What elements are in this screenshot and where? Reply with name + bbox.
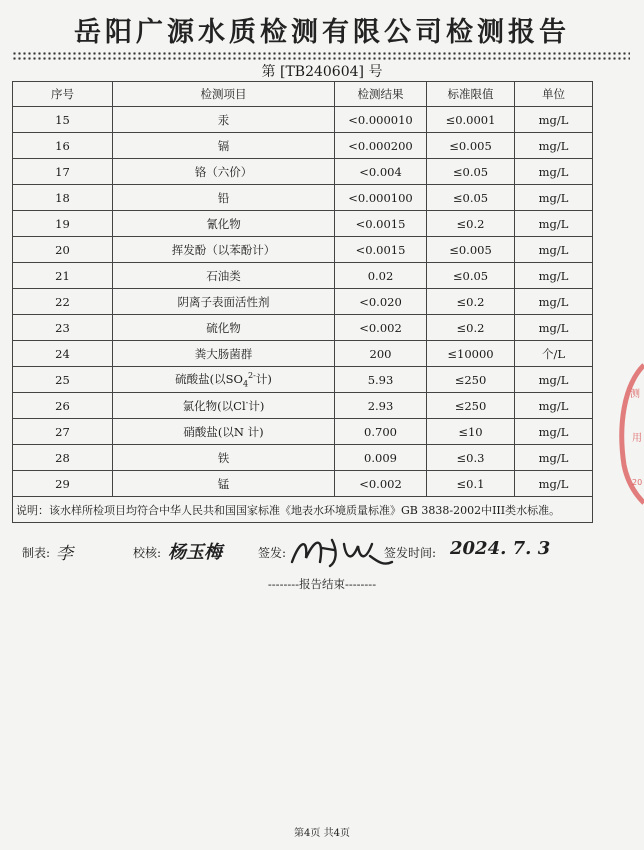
row-limit: ≤0.3 bbox=[427, 445, 515, 471]
row-item: 铬（六价） bbox=[113, 159, 335, 185]
issue-date-label: 签发时间: bbox=[384, 546, 437, 560]
title-divider-dots-2 bbox=[12, 57, 630, 60]
issued-signature-scrawl bbox=[286, 532, 396, 574]
table-row bbox=[13, 393, 593, 419]
signature-row bbox=[22, 538, 622, 578]
row-result: 0.02 bbox=[335, 263, 427, 289]
table-row bbox=[13, 211, 593, 237]
row-item: 铅 bbox=[113, 185, 335, 211]
row-unit: mg/L bbox=[515, 159, 593, 185]
table-row bbox=[13, 133, 593, 159]
row-item: 挥发酚（以苯酚计） bbox=[113, 237, 335, 263]
checked-signature: 杨玉梅 bbox=[168, 542, 222, 563]
row-unit: mg/L bbox=[515, 367, 593, 393]
row-limit: ≤0.2 bbox=[427, 315, 515, 341]
row-number: 15 bbox=[13, 107, 113, 133]
row-limit: ≤0.2 bbox=[427, 211, 515, 237]
row-result: 0.700 bbox=[335, 419, 427, 445]
note-row bbox=[13, 497, 593, 523]
col-header-item: 检测项目 bbox=[113, 82, 335, 107]
row-limit: ≤0.0001 bbox=[427, 107, 515, 133]
issue-date: 2024. 7. 3 bbox=[450, 538, 551, 559]
row-number: 18 bbox=[13, 185, 113, 211]
row-result: <0.020 bbox=[335, 289, 427, 315]
row-unit: mg/L bbox=[515, 263, 593, 289]
row-number: 23 bbox=[13, 315, 113, 341]
row-item: 阴离子表面活性剂 bbox=[113, 289, 335, 315]
table-row bbox=[13, 367, 593, 393]
row-unit: mg/L bbox=[515, 471, 593, 497]
row-limit: ≤250 bbox=[427, 393, 515, 419]
row-unit: 个/L bbox=[515, 341, 593, 367]
row-number: 17 bbox=[13, 159, 113, 185]
row-unit: mg/L bbox=[515, 237, 593, 263]
row-limit: ≤0.05 bbox=[427, 159, 515, 185]
row-result: <0.002 bbox=[335, 315, 427, 341]
row-item bbox=[113, 367, 335, 393]
item-superscript: 2- bbox=[248, 371, 256, 381]
row-result: <0.004 bbox=[335, 159, 427, 185]
report-end-marker: --------报告结束-------- bbox=[267, 577, 377, 591]
row-unit: mg/L bbox=[515, 445, 593, 471]
row-number: 16 bbox=[13, 133, 113, 159]
col-header-limit: 标准限值 bbox=[427, 82, 515, 107]
row-limit: ≤0.1 bbox=[427, 471, 515, 497]
page-footer: 第4页 共4页 bbox=[294, 828, 350, 839]
seal-stamp-edge bbox=[614, 355, 644, 505]
row-result: <0.0015 bbox=[335, 237, 427, 263]
row-item bbox=[113, 393, 335, 419]
standard-note: 说明：该水样所检项目均符合中华人民共和国国家标准《地表水环境质量标准》GB 3838-2002中III类水标准。 bbox=[13, 497, 593, 523]
row-number: 27 bbox=[13, 419, 113, 445]
row-number: 26 bbox=[13, 393, 113, 419]
row-limit: ≤0.2 bbox=[427, 289, 515, 315]
row-item: 硝酸盐(以N 计) bbox=[113, 419, 335, 445]
issued-label: 签发: bbox=[258, 546, 287, 560]
row-limit: ≤250 bbox=[427, 367, 515, 393]
row-number: 25 bbox=[13, 367, 113, 393]
row-limit: ≤10 bbox=[427, 419, 515, 445]
table-row bbox=[13, 341, 593, 367]
svg-text:测: 测 bbox=[630, 389, 640, 400]
item-text-end: 计) bbox=[248, 398, 265, 413]
row-item: 铁 bbox=[113, 445, 335, 471]
table-row bbox=[13, 445, 593, 471]
item-subscript: 4 bbox=[242, 379, 249, 389]
table-row bbox=[13, 289, 593, 315]
row-result: <0.0015 bbox=[335, 211, 427, 237]
table-row bbox=[13, 185, 593, 211]
row-limit: ≤0.05 bbox=[427, 185, 515, 211]
item-superscript: - bbox=[245, 397, 249, 407]
results-table bbox=[12, 81, 593, 523]
row-number: 28 bbox=[13, 445, 113, 471]
row-result: 0.009 bbox=[335, 445, 427, 471]
row-unit: mg/L bbox=[515, 289, 593, 315]
col-header-no: 序号 bbox=[13, 82, 113, 107]
title-divider-dots bbox=[12, 52, 630, 55]
row-result: 5.93 bbox=[335, 367, 427, 393]
table-row bbox=[13, 159, 593, 185]
row-result: <0.000010 bbox=[335, 107, 427, 133]
row-unit: mg/L bbox=[515, 393, 593, 419]
table-row bbox=[13, 471, 593, 497]
report-number: 第 [TB240604] 号 bbox=[261, 64, 383, 80]
item-text: 硫酸盐(以SO bbox=[175, 371, 243, 386]
row-item: 粪大肠菌群 bbox=[113, 341, 335, 367]
row-unit: mg/L bbox=[515, 315, 593, 341]
row-limit: ≤10000 bbox=[427, 341, 515, 367]
col-header-unit: 单位 bbox=[515, 82, 593, 107]
row-item: 锰 bbox=[113, 471, 335, 497]
checked-label: 校核: bbox=[133, 546, 162, 560]
prepared-label: 制表: bbox=[22, 546, 51, 560]
row-number: 29 bbox=[13, 471, 113, 497]
row-item: 镉 bbox=[113, 133, 335, 159]
table-row bbox=[13, 237, 593, 263]
row-item: 氰化物 bbox=[113, 211, 335, 237]
svg-text:20: 20 bbox=[632, 478, 643, 487]
row-item: 石油类 bbox=[113, 263, 335, 289]
row-unit: mg/L bbox=[515, 133, 593, 159]
col-header-result: 检测结果 bbox=[335, 82, 427, 107]
item-text-end: 计) bbox=[255, 371, 272, 386]
row-result: <0.002 bbox=[335, 471, 427, 497]
row-unit: mg/L bbox=[515, 185, 593, 211]
row-number: 19 bbox=[13, 211, 113, 237]
svg-text:用: 用 bbox=[632, 433, 642, 444]
prepared-signature: 李 bbox=[56, 544, 73, 564]
row-unit: mg/L bbox=[515, 419, 593, 445]
row-result: 200 bbox=[335, 341, 427, 367]
row-result: <0.000200 bbox=[335, 133, 427, 159]
table-row bbox=[13, 315, 593, 341]
row-limit: ≤0.005 bbox=[427, 133, 515, 159]
table-row bbox=[13, 107, 593, 133]
row-result: 2.93 bbox=[335, 393, 427, 419]
row-unit: mg/L bbox=[515, 107, 593, 133]
table-header-row bbox=[13, 82, 593, 107]
table-row bbox=[13, 263, 593, 289]
item-text: 氯化物(以Cl bbox=[182, 398, 246, 413]
row-limit: ≤0.05 bbox=[427, 263, 515, 289]
row-item: 汞 bbox=[113, 107, 335, 133]
report-title: 岳阳广源水质检测有限公司检测报告 bbox=[74, 17, 570, 48]
row-result: <0.000100 bbox=[335, 185, 427, 211]
row-number: 24 bbox=[13, 341, 113, 367]
row-unit: mg/L bbox=[515, 211, 593, 237]
row-item: 硫化物 bbox=[113, 315, 335, 341]
row-number: 22 bbox=[13, 289, 113, 315]
row-number: 20 bbox=[13, 237, 113, 263]
row-number: 21 bbox=[13, 263, 113, 289]
table-row bbox=[13, 419, 593, 445]
row-limit: ≤0.005 bbox=[427, 237, 515, 263]
